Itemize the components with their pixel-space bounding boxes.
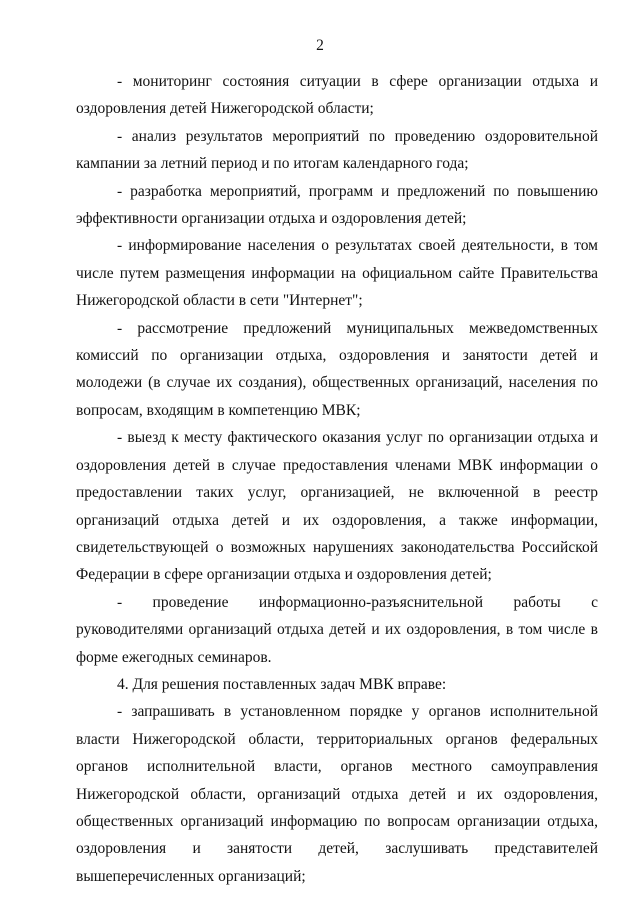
document-body	[76, 68, 598, 890]
paragraph-analysis: - анализ результатов мероприятий по проведению оздоровительной кампании за летний период и по итогам календарного года;	[76, 127, 598, 173]
paragraph-rights-heading: 4. Для решения поставленных задач МВК вправе:	[117, 675, 447, 693]
paragraph-informing: - информирование населения о результатах своей деятельности, в том числе путем размещения информации на официальном сайте Правительства Нижегородской области в сети "Интернет";	[76, 237, 598, 310]
page-number: 2	[316, 37, 324, 54]
paragraph-monitoring: - мониторинг состояния ситуации в сфере организации отдыха и оздоровления детей Нижегородской области;	[76, 73, 598, 118]
paragraph-consideration: - рассмотрение предложений муниципальных межведомственных комиссий по организации отдыха, оздоровления и занятости детей и молодежи (в случае их создания), общественных организаций, населения по вопросам, входящим в компетенцию МВК;	[76, 319, 598, 419]
paragraph-site-visit: - выезд к месту фактического оказания услуг по организации отдыха и оздоровления детей в случае предоставления членами МВК информации о предоставлении таких услуг, организацией, не включенной в реестр организаций отдыха детей и их оздоровления, а также информации, свидетельствующей о возможных нарушениях законодательства Российской Федерации в сфере организации отдыха и оздоровления детей;	[76, 429, 598, 584]
paragraph-request-info: - запрашивать в установленном порядке у органов исполнительной власти Нижегородской области, территориальных органов федеральных органов исполнительной власти, органов местного самоуправления Нижегородской области, организаций отдыха детей и их оздоровления, общественных организаций информацию по вопросам организации отдыха, оздоровления и занятости детей, заслушивать представителей вышеперечисленных организаций;	[76, 703, 598, 885]
paragraph-development: - разработка мероприятий, программ и предложений по повышению эффективности организации отдыха и оздоровления детей;	[76, 182, 598, 228]
paragraph-seminars: - проведение информационно-разъяснительной работы с руководителями организаций отдыха детей и их оздоровления, в том числе в форме ежегодных семинаров.	[76, 593, 598, 666]
